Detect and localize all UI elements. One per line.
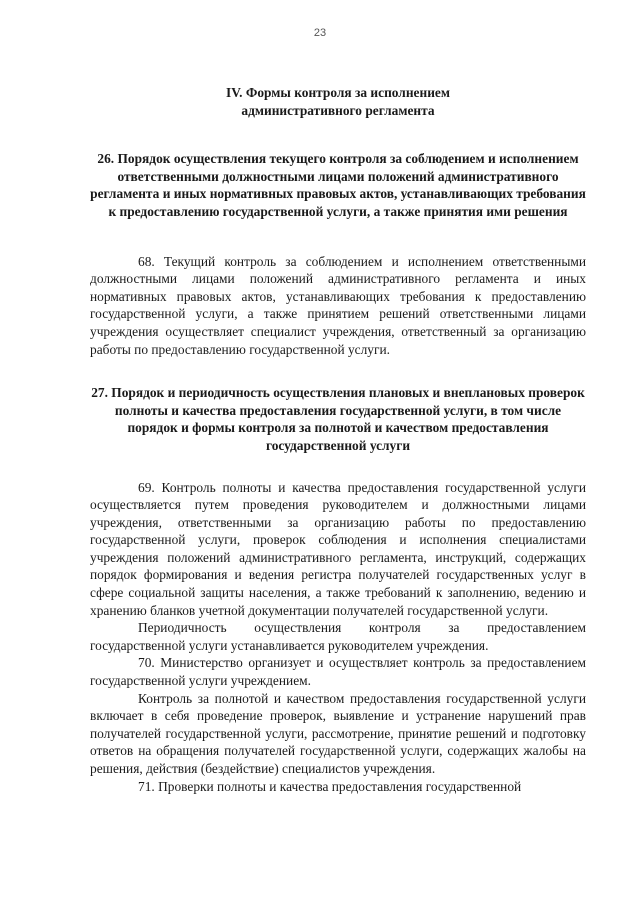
section-title-line-1: IV. Формы контроля за исполнением (226, 85, 450, 100)
section-title-line-2: административного регламента (241, 102, 435, 118)
subsection-26-title: 26. Порядок осуществления текущего контроля за соблюдением и исполнением ответственными должностными лицами положений административного регламента и иных нормативных правовых актов, устанавливающих требования к предоставлению государственной услуги, а также принятия ими решения (90, 151, 586, 219)
paragraph-control-scope: Контроль за полнотой и качеством предоставления государственной услуги включает в себя проведение проверок, выявление и устранение нарушений прав получателей государственной услуги, рассмотрение, принятие решений и подготовку ответов на обращения получателей государственной услуги, содержащих жалобы на решения, действия (бездействие) специалистов учреждения. (90, 690, 586, 776)
paragraph-71: 71. Проверки полноты и качества предоставления государственной (138, 778, 522, 794)
paragraph-70: 70. Министерство организует и осуществляет контроль за предоставлением государственной услуги учреждением. (90, 655, 586, 689)
page-number: 23 (313, 27, 327, 39)
document-body (90, 84, 586, 795)
subsection-27-title: 27. Порядок и периодичность осуществления плановых и внеплановых проверок полноты и качества предоставления государственной услуги, в том числе порядок и формы контроля за полнотой и качеством предоставления государственной услуги (91, 385, 585, 453)
paragraph-periodicity: Периодичность осуществления контроля за предоставлением государственной услуги устанавливается руководителем учреждения. (90, 620, 586, 653)
paragraph-69: 69. Контроль полноты и качества предоставления государственной услуги осуществляется путем проведения руководителем и должностными лицами учреждения, ответственными за организацию работы по предоставлению государственной услуги, проверок соблюдения и исполнения специалистами учреждения положений административного регламента, инструкций, содержащих порядок формирования и ведения регистра получателей государственных услуг в сфере социальной защиты населения, а также требований к заполнению, ведению и хранению бланков учетной документации получателей государственной услуги. (90, 479, 586, 618)
section-title (90, 84, 586, 119)
paragraph-68: 68. Текущий контроль за соблюдением и исполнением ответственными должностными лицами положений административного регламента и иных нормативных правовых актов, устанавливающих требования к предоставлению государственной услуги, а также принятием решений ответственными лицами учреждения осуществляет специалист учреждения, ответственный за организацию работы по предоставлению государственной услуги. (90, 253, 586, 357)
